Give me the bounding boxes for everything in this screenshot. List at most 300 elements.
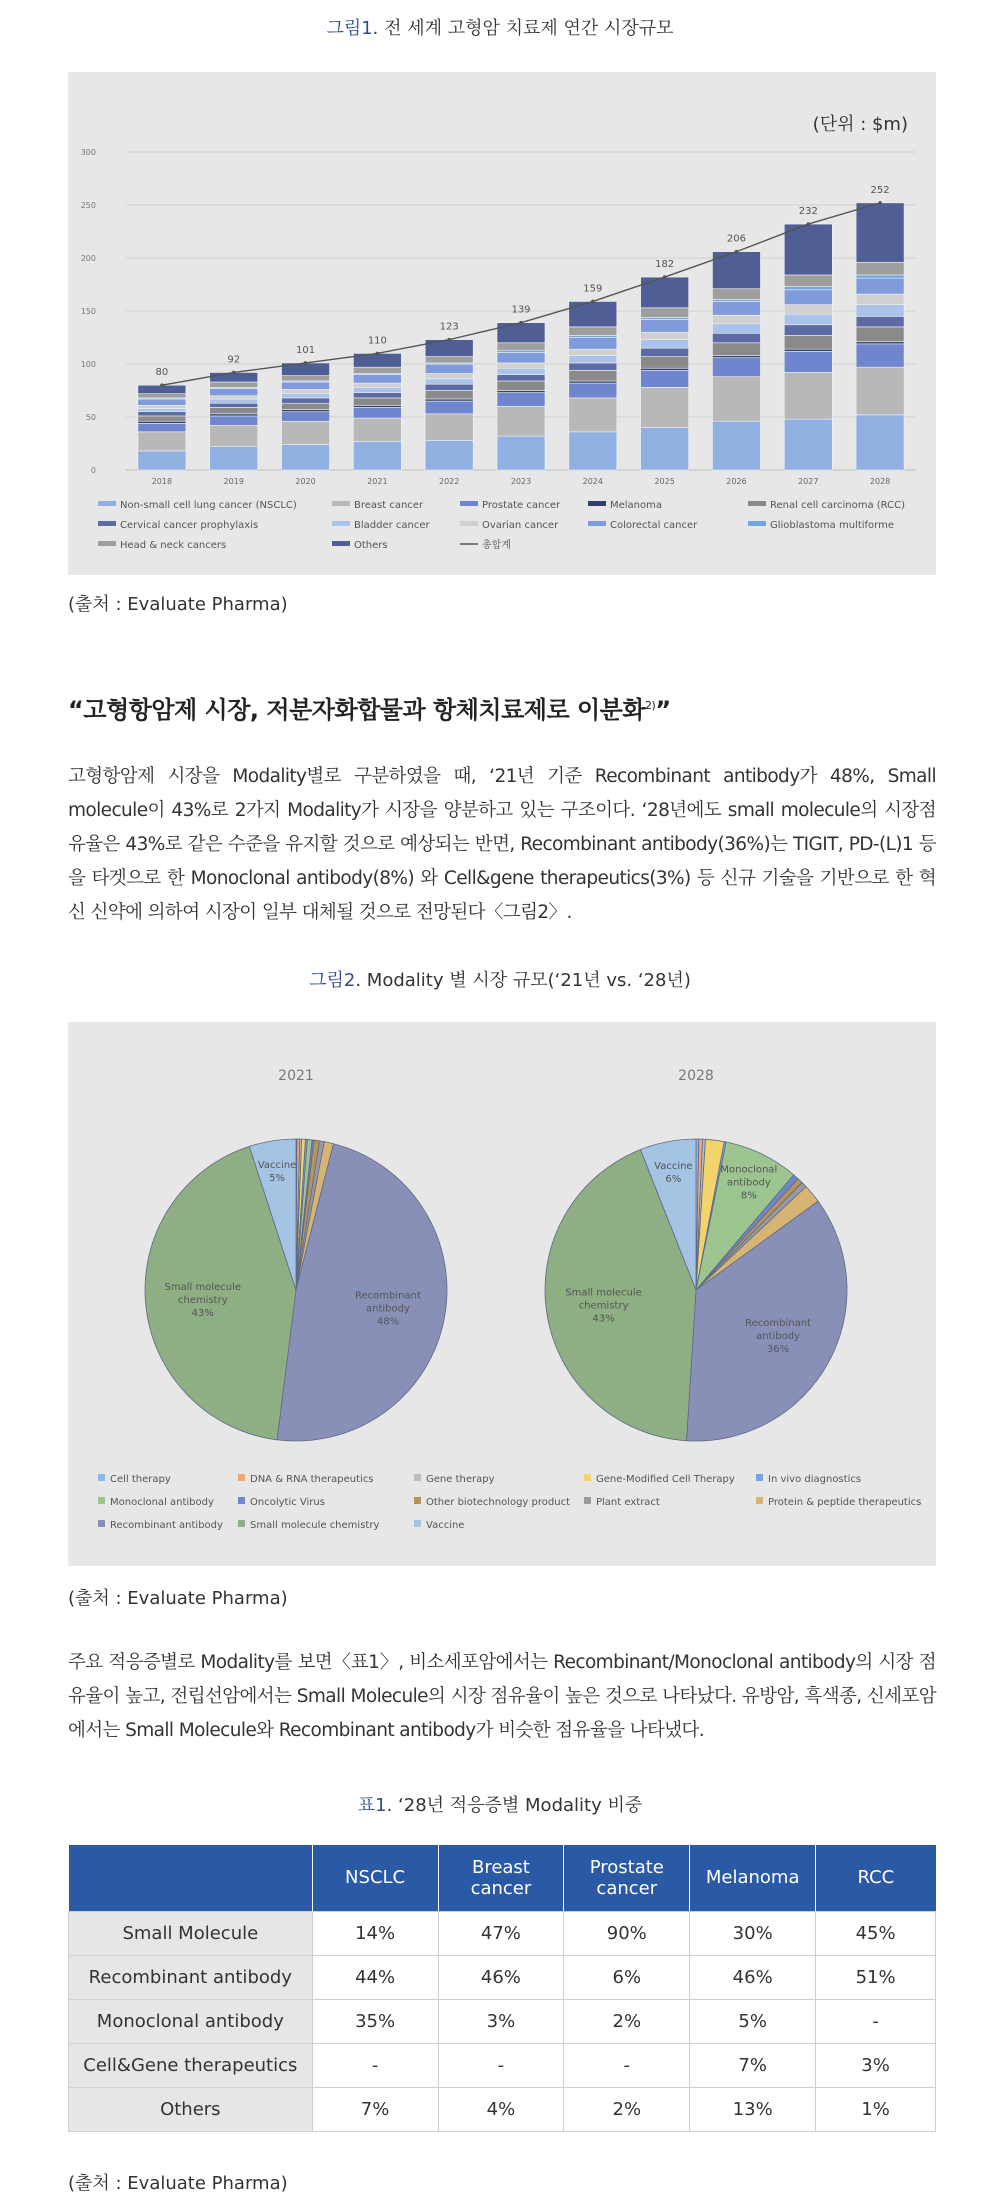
bar-segment xyxy=(856,316,904,327)
bar-segment xyxy=(282,445,330,470)
legend-swatch xyxy=(756,1497,763,1504)
bar-segment xyxy=(282,403,330,409)
table-cell: 7% xyxy=(690,2043,816,2087)
bar-segment xyxy=(569,301,617,326)
bar-segment xyxy=(784,305,832,315)
bar-segment xyxy=(784,314,832,325)
table-row xyxy=(69,1999,936,2043)
body-paragraph-text: 고형항암제 시장을 Modality별로 구분하였을 때, ‘21년 기준 Recombinant antibody가 48%, Small molecule이 43%로 2가지 Modality가 시장을 양분하고 있는 구조이다. ‘28년에도 small molecule의 시장점유율은 43%로 같은 수준을 유지할 것으로 예상되는 반면, Recombinant antibody(36%)는 TIGIT, PD-(L)1 등을 타겟으로 한 Monoclonal antibody(8%) 와 Cell&gene therapeutics(3%) 등 신규 기술을 기반으로 한 혁신 신약에 의하여 시장이 일부 대체될 것으로 전망된다〈그림2〉. xyxy=(68,766,936,923)
figure1-unit: (단위 : $m) xyxy=(812,114,908,135)
bar-segment xyxy=(856,344,904,367)
bar-segment xyxy=(353,383,401,387)
legend-swatch xyxy=(748,501,766,506)
bar-segment xyxy=(282,376,330,381)
total-label: 80 xyxy=(155,367,169,379)
legend-label: DNA & RNA therapeutics xyxy=(250,1474,374,1485)
bar-segment xyxy=(784,372,832,419)
table-cell: 35% xyxy=(312,1999,438,2043)
table-cell: 4% xyxy=(438,2087,564,2131)
row-label: Small Molecule xyxy=(69,1911,313,1955)
pie-label: 48% xyxy=(376,1316,400,1328)
x-tick-label: 2023 xyxy=(510,477,532,486)
table-row xyxy=(69,2087,936,2131)
legend-swatch xyxy=(460,521,478,526)
legend-swatch xyxy=(414,1520,421,1527)
table-cell: - xyxy=(438,2043,564,2087)
table-cell: 46% xyxy=(690,1955,816,1999)
modality-table xyxy=(68,1845,936,2132)
table-header-cell: RCC xyxy=(816,1845,936,1911)
bar-segment xyxy=(856,327,904,342)
legend-label: Plant extract xyxy=(596,1497,660,1508)
bar-segment xyxy=(784,419,832,470)
bar-segment xyxy=(569,335,617,337)
bar-segment xyxy=(210,407,258,413)
table-header-cell: Breast cancer xyxy=(438,1845,564,1911)
bar-segment xyxy=(784,287,832,290)
bar-segment xyxy=(641,332,689,339)
total-label: 92 xyxy=(227,354,241,366)
pie-label: 5% xyxy=(269,1173,286,1185)
bar-segment xyxy=(497,406,545,436)
total-point xyxy=(735,250,739,254)
bar-segment xyxy=(138,394,186,398)
legend-label: 총합계 xyxy=(482,540,511,551)
figure2-caption-prefix: 그림2 xyxy=(309,970,356,991)
bar-segment xyxy=(856,294,904,305)
bar-segment xyxy=(497,323,545,343)
bar-segment xyxy=(425,364,473,374)
bar-segment xyxy=(138,405,186,408)
bar-segment xyxy=(138,451,186,470)
bar-segment xyxy=(425,379,473,384)
bar-segment xyxy=(641,319,689,332)
figure2-panel xyxy=(68,1022,936,1566)
row-label: Others xyxy=(69,2087,313,2131)
bar-segment xyxy=(497,352,545,363)
bar-segment xyxy=(784,275,832,287)
table-cell: 30% xyxy=(690,1911,816,1955)
bar-segment xyxy=(641,308,689,318)
pie-title: 2028 xyxy=(678,1068,714,1084)
pie-label: Recombinant xyxy=(355,1290,421,1302)
bar-segment xyxy=(353,407,401,418)
pie-label: chemistry xyxy=(578,1300,629,1312)
total-point xyxy=(160,383,164,387)
bar-segment xyxy=(425,384,473,390)
bar-segment xyxy=(425,401,473,414)
bar-segment xyxy=(138,409,186,412)
x-tick-label: 2019 xyxy=(223,477,244,486)
bar-segment xyxy=(497,363,545,368)
bar-segment xyxy=(856,342,904,344)
bar-segment xyxy=(138,412,186,416)
bar-segment xyxy=(856,305,904,317)
bar-segment xyxy=(497,391,545,393)
table-row xyxy=(69,1911,936,1955)
bar-segment xyxy=(784,290,832,305)
table-header-cell: NSCLC xyxy=(312,1845,438,1911)
legend-label: Prostate cancer xyxy=(482,500,561,511)
bar-segment xyxy=(784,351,832,372)
legend-swatch xyxy=(756,1474,763,1481)
legend-label: Recombinant antibody xyxy=(110,1520,223,1531)
pie-label: Vaccine xyxy=(257,1160,297,1172)
bar-segment xyxy=(856,278,904,294)
legend-swatch xyxy=(588,521,606,526)
x-tick-label: 2021 xyxy=(367,477,388,486)
bar-segment xyxy=(282,382,330,389)
bar-segment xyxy=(569,327,617,335)
table-cell: 3% xyxy=(438,1999,564,2043)
legend-swatch xyxy=(98,501,116,506)
bar-segment xyxy=(353,367,401,373)
body-paragraph-2-text: 주요 적응증별로 Modality를 보면〈표1〉, 비소세포암에서는 Recombinant/Monoclonal antibody의 시장 점유율이 높고, 전립선암에서는 Small Molecule의 시장 점유율이 높은 것으로 나타났다. 유방암, 흑색종, 신세포암에서는 Small Molecule와 Recombinant antibody가 비슷한 점유율을 나타냈다. xyxy=(68,1652,936,1741)
bar-segment xyxy=(641,317,689,319)
bar-segment xyxy=(641,357,689,369)
bar-segment xyxy=(712,315,760,323)
bar-segment xyxy=(282,389,330,393)
x-tick-label: 2028 xyxy=(869,477,891,486)
bar-segment xyxy=(282,398,330,403)
legend-swatch xyxy=(332,521,350,526)
legend-swatch xyxy=(98,1520,105,1527)
bar-segment xyxy=(569,356,617,363)
table-cell: 44% xyxy=(312,1955,438,1999)
total-label: 252 xyxy=(870,184,890,196)
bar-segment xyxy=(138,399,186,405)
table-cell: 3% xyxy=(816,2043,936,2087)
pie-label: 8% xyxy=(740,1190,757,1202)
legend-swatch xyxy=(584,1497,591,1504)
bar-segment xyxy=(425,374,473,379)
legend-swatch xyxy=(332,541,350,546)
table-cell: 51% xyxy=(816,1955,936,1999)
bar-segment xyxy=(210,416,258,426)
bar-segment xyxy=(497,343,545,350)
x-tick-label: 2027 xyxy=(798,477,819,486)
legend-swatch xyxy=(588,501,606,506)
bar-segment xyxy=(138,416,186,421)
bar-segment xyxy=(282,421,330,444)
table-cell: 45% xyxy=(816,1911,936,1955)
bar-segment xyxy=(353,405,401,407)
legend-label: Ovarian cancer xyxy=(482,520,559,531)
figure2-caption xyxy=(0,966,1000,992)
x-tick-label: 2018 xyxy=(151,477,173,486)
bar-segment xyxy=(353,398,401,405)
total-label: 206 xyxy=(726,233,747,245)
pie-title: 2021 xyxy=(278,1068,314,1084)
legend-label: Gene-Modified Cell Therapy xyxy=(596,1474,735,1485)
section-heading-text: “고형항암제 시장, 저분자화합물과 항체치료제로 이분화 xyxy=(68,696,646,724)
pie-label: Small molecule xyxy=(164,1281,242,1293)
bar-segment xyxy=(641,348,689,356)
bar-segment xyxy=(282,410,330,412)
legend-swatch xyxy=(238,1497,245,1504)
table-cell: 2% xyxy=(564,2087,690,2131)
table-header-cell: Prostate cancer xyxy=(564,1845,690,1911)
y-tick-label: 100 xyxy=(80,360,96,369)
total-label: 123 xyxy=(439,321,459,333)
legend-label: Oncolytic Virus xyxy=(250,1497,325,1508)
bar-segment xyxy=(712,324,760,334)
table1-caption-text: . ‘28년 적응증별 Modality 비중 xyxy=(386,1795,643,1816)
bar-segment xyxy=(425,357,473,363)
pie-label: antibody xyxy=(726,1177,771,1189)
legend-label: Monoclonal antibody xyxy=(110,1497,214,1508)
legend-swatch xyxy=(460,501,478,506)
total-point xyxy=(806,222,810,226)
y-tick-label: 300 xyxy=(80,148,96,157)
total-point xyxy=(591,300,595,304)
total-point xyxy=(376,352,380,356)
row-label: Cell&Gene therapeutics xyxy=(69,2043,313,2087)
bar-segment xyxy=(353,393,401,398)
bar-segment xyxy=(353,387,401,392)
bar-segment xyxy=(353,375,401,383)
bar-segment xyxy=(856,262,904,275)
figure2-source: (출처 : Evaluate Pharma) xyxy=(68,1588,288,1609)
legend-label: Glioblastoma multiforme xyxy=(770,520,894,531)
table-cell: 47% xyxy=(438,1911,564,1955)
total-label: 101 xyxy=(295,344,316,356)
table1-caption-prefix: 표1 xyxy=(357,1795,387,1816)
bar-segment xyxy=(641,340,689,348)
legend-swatch xyxy=(98,1497,105,1504)
pie-label: Monoclonal xyxy=(720,1164,778,1176)
legend-label: Vaccine xyxy=(426,1520,465,1531)
figure1-caption-prefix: 그림1 xyxy=(326,18,373,39)
table-cell: 13% xyxy=(690,2087,816,2131)
pie-label: chemistry xyxy=(177,1294,228,1306)
bar-segment xyxy=(282,412,330,422)
bar-segment xyxy=(641,370,689,387)
table-cell: 5% xyxy=(690,1999,816,2043)
table-cell: 7% xyxy=(312,2087,438,2131)
bar-segment xyxy=(641,387,689,427)
table-cell: 90% xyxy=(564,1911,690,1955)
total-point xyxy=(663,275,667,279)
legend-swatch xyxy=(584,1474,591,1481)
table-cell: - xyxy=(564,2043,690,2087)
bar-segment xyxy=(497,381,545,391)
legend-label: Breast cancer xyxy=(354,500,424,511)
total-point xyxy=(519,321,523,325)
pie-label: 36% xyxy=(766,1344,790,1356)
total-label: 110 xyxy=(367,335,387,347)
total-label: 159 xyxy=(583,283,603,295)
table-header-cell xyxy=(69,1845,313,1911)
legend-swatch xyxy=(238,1474,245,1481)
bar-segment xyxy=(210,399,258,403)
legend-swatch xyxy=(98,1474,105,1481)
legend-label: Gene therapy xyxy=(426,1474,495,1485)
legend-label: Renal cell carcinoma (RCC) xyxy=(770,500,905,511)
table-cell: 46% xyxy=(438,1955,564,1999)
bar-segment xyxy=(856,275,904,278)
bar-segment xyxy=(210,425,258,446)
table-cell: 14% xyxy=(312,1911,438,1955)
bar-segment xyxy=(210,396,258,399)
table-cell: 1% xyxy=(816,2087,936,2131)
bar-segment xyxy=(569,432,617,470)
total-label: 232 xyxy=(798,206,818,218)
bar-segment xyxy=(425,414,473,441)
body-paragraph xyxy=(68,760,936,930)
figure1-source: (출처 : Evaluate Pharma) xyxy=(68,594,288,615)
total-point xyxy=(447,338,451,342)
y-tick-label: 0 xyxy=(90,466,96,475)
figure2-caption-text: . Modality 별 시장 규모(‘21년 vs. ‘28년) xyxy=(355,970,691,991)
bar-segment xyxy=(210,403,258,407)
bar-segment xyxy=(569,349,617,355)
bar-segment xyxy=(856,203,904,262)
bar-segment xyxy=(497,393,545,407)
section-heading xyxy=(68,690,671,725)
bar-segment xyxy=(569,398,617,432)
pie-label: 43% xyxy=(191,1307,214,1319)
bar-segment xyxy=(784,325,832,336)
row-label: Recombinant antibody xyxy=(69,1955,313,1999)
bar-segment xyxy=(497,368,545,374)
bar-segment xyxy=(210,447,258,470)
legend-label: Head & neck cancers xyxy=(120,540,227,551)
table-row xyxy=(69,1955,936,1999)
table1-caption xyxy=(0,1791,1000,1817)
body-paragraph-2 xyxy=(68,1646,936,1748)
pie-label: antibody xyxy=(366,1303,410,1315)
bar-segment xyxy=(425,399,473,401)
bar-segment xyxy=(641,368,689,370)
pie-label: Vaccine xyxy=(654,1160,693,1172)
total-point xyxy=(878,201,882,205)
legend-label: Other biotechnology product xyxy=(426,1497,570,1508)
table-header-row xyxy=(69,1845,936,1911)
figure1-caption-text: . 전 세계 고형암 치료제 연간 시장규모 xyxy=(372,18,674,39)
y-tick-label: 250 xyxy=(80,201,96,210)
bar-segment xyxy=(712,301,760,315)
bar-segment xyxy=(712,358,760,377)
legend-label: Small molecule chemistry xyxy=(250,1520,380,1531)
bar-segment xyxy=(712,421,760,470)
legend-label: Non-small cell lung cancer (NSCLC) xyxy=(120,500,297,511)
legend-swatch xyxy=(332,501,350,506)
bar-segment xyxy=(210,388,258,395)
stacked-bar-chart xyxy=(68,72,936,575)
total-label: 182 xyxy=(655,259,675,271)
total-point xyxy=(304,361,308,365)
section-heading-close: ” xyxy=(655,696,671,724)
bar-segment xyxy=(712,289,760,300)
total-label: 139 xyxy=(511,304,531,316)
table-cell: - xyxy=(816,1999,936,2043)
bar-segment xyxy=(210,414,258,416)
legend-label: Protein & peptide therapeutics xyxy=(768,1497,922,1508)
pie-label: 43% xyxy=(592,1313,615,1325)
x-tick-label: 2022 xyxy=(439,477,460,486)
x-tick-label: 2026 xyxy=(726,477,747,486)
legend-label: Colorectal cancer xyxy=(610,520,698,531)
x-tick-label: 2024 xyxy=(582,477,603,486)
y-tick-label: 200 xyxy=(80,254,96,263)
pie-label: Small molecule xyxy=(565,1287,642,1299)
bar-segment xyxy=(353,441,401,470)
pie-label: Recombinant xyxy=(745,1318,811,1330)
bar-segment xyxy=(856,367,904,415)
table-cell: - xyxy=(312,2043,438,2087)
legend-label: Cell therapy xyxy=(110,1474,171,1485)
legend-swatch xyxy=(414,1497,421,1504)
bar-segment xyxy=(712,356,760,358)
row-label: Monoclonal antibody xyxy=(69,1999,313,2043)
bar-segment xyxy=(569,338,617,350)
bar-segment xyxy=(497,375,545,381)
bar-segment xyxy=(353,418,401,441)
bar-segment xyxy=(569,383,617,398)
bar-segment xyxy=(641,277,689,308)
table-row xyxy=(69,2043,936,2087)
bar-segment xyxy=(425,440,473,470)
bar-segment xyxy=(138,421,186,423)
legend-label: Cervical cancer prophylaxis xyxy=(120,520,259,531)
bar-segment xyxy=(569,370,617,381)
table-cell: 2% xyxy=(564,1999,690,2043)
bar-segment xyxy=(425,391,473,399)
bar-segment xyxy=(497,436,545,470)
bar-segment xyxy=(784,335,832,349)
legend-swatch xyxy=(238,1520,245,1527)
legend-label: Others xyxy=(354,540,388,551)
bar-segment xyxy=(569,363,617,370)
bar-segment xyxy=(138,423,186,431)
footnote-ref: 2) xyxy=(645,699,656,712)
bar-segment xyxy=(641,428,689,470)
bar-segment xyxy=(497,350,545,352)
x-tick-label: 2025 xyxy=(654,477,675,486)
bar-segment xyxy=(569,381,617,383)
bar-segment xyxy=(784,349,832,351)
bar-segment xyxy=(712,343,760,356)
figure1-caption xyxy=(0,14,1000,40)
bar-segment xyxy=(210,382,258,387)
y-tick-label: 150 xyxy=(80,307,96,316)
bar-segment xyxy=(856,415,904,470)
table-cell: 6% xyxy=(564,1955,690,1999)
bar-segment xyxy=(138,432,186,451)
legend-swatch xyxy=(98,541,116,546)
legend-label: Bladder cancer xyxy=(354,520,430,531)
legend-label: Melanoma xyxy=(610,500,663,511)
total-point xyxy=(232,371,236,375)
legend-swatch xyxy=(748,521,766,526)
bar-segment xyxy=(712,299,760,301)
table-header-cell: Melanoma xyxy=(690,1845,816,1911)
pie-charts xyxy=(68,1022,936,1566)
legend-swatch xyxy=(98,521,116,526)
bar-segment xyxy=(282,394,330,398)
bar-segment xyxy=(712,333,760,343)
legend-label: In vivo diagnostics xyxy=(768,1474,862,1485)
bar-segment xyxy=(712,377,760,422)
pie-label: antibody xyxy=(756,1331,800,1343)
table1-source: (출처 : Evaluate Pharma) xyxy=(68,2173,288,2194)
legend-swatch xyxy=(414,1474,421,1481)
bar-segment xyxy=(784,224,832,275)
y-tick-label: 50 xyxy=(85,413,96,422)
figure1-panel xyxy=(68,72,936,575)
x-tick-label: 2020 xyxy=(295,477,316,486)
